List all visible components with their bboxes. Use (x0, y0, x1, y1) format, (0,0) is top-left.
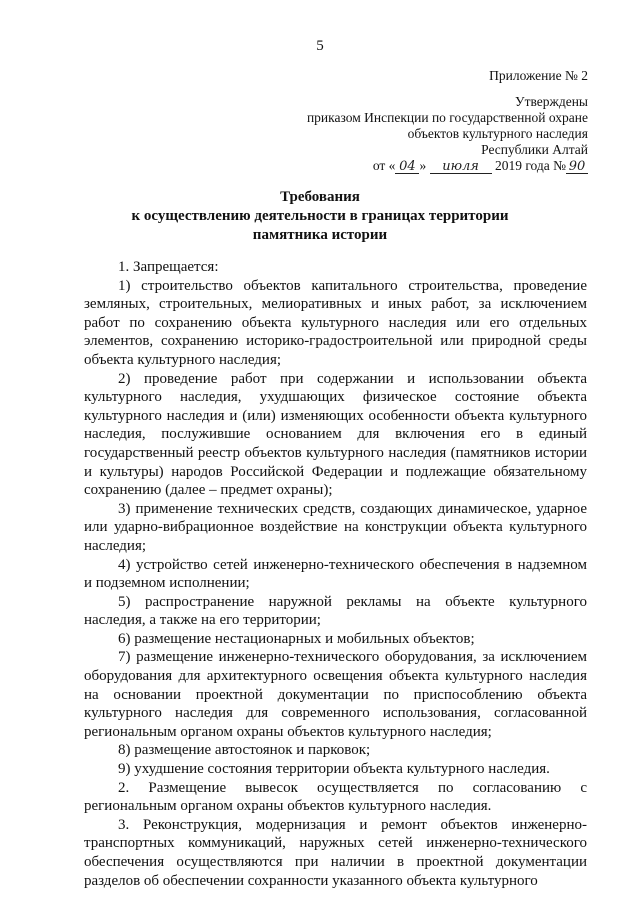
page-number: 5 (316, 38, 324, 54)
approval-block (307, 68, 588, 174)
date-year: 2019 года № (494, 158, 566, 173)
approval-authority-line: объектов культурного наследия (407, 126, 588, 141)
approval-authority-line: Республики Алтай (481, 142, 588, 157)
paragraph: 8) размещение автостоянок и парковок; (118, 742, 371, 759)
paragraph: 2. Размещение вывесок осуществляется по согласованию с региональным органом охраны объектов культурного наследия. (84, 779, 587, 815)
title-line: памятника истории (252, 227, 388, 243)
paragraph: 1. Запрещается: (118, 259, 219, 275)
date-mid: » (419, 158, 427, 173)
paragraph: 3. Реконструкция, модернизация и ремонт объектов инженерно-транспортных коммуникаций, наружных сетей инженерно-технического обеспечения осуществляются при наличии в проектной документации разделов об обеспечении сохранности указанного объекта культурного (84, 816, 587, 889)
appendix-label: Приложение № 2 (489, 68, 588, 83)
title-line: к осуществлению деятельности в границах территории (131, 208, 509, 224)
paragraph: 4) устройство сетей инженерно-технического обеспечения в надземном и подземном исполнении; (84, 556, 587, 592)
order-number-handwritten: 90 (566, 160, 588, 174)
paragraph: 9) ухудшение состояния территории объекта культурного наследия. (118, 761, 550, 778)
approved-label: Утверждены (515, 94, 588, 109)
paragraph: 7) размещение инженерно-технического оборудования, за исключением оборудования для архитектурного освещения объекта культурного наследия на основании проектной документации по приспособлению объекта культурного наследия для современного использования, согласованной региональным органом охраны объектов культурного наследия; (84, 649, 587, 740)
title-line: Требования (280, 189, 360, 205)
date-day-handwritten: 04 (395, 160, 419, 174)
date-prefix: от « (372, 158, 396, 173)
approval-date-line (307, 158, 588, 174)
paragraph: 1) строительство объектов капитального строительства, проведение земляных, строительных, мелиоративных и иных работ, за исключением работ по сохранению объекта культурного наследия или его отдельных элементов, сохранению историко-градостроительной или природной среды объекта культурного наследия; (84, 277, 587, 368)
paragraph: 2) проведение работ при содержании и использовании объекта культурного наследия, ухудшающих физическое состояние объекта культурного наследия и (или) изменяющих особенности объекта культурного наследия, послужившие основанием для включения его в единый государственный реестр объектов культурного наследия (памятников истории и культуры) народов Российской Федерации и подлежащие обязательному сохранению (далее – предмет охраны); (84, 370, 587, 499)
document-title (0, 188, 640, 245)
document-body (84, 258, 587, 890)
date-month-handwritten: июля (430, 160, 492, 174)
paragraph: 3) применение технических средств, создающих динамическое, ударное или ударно-вибрационное воздействие на конструкции объекта культурного наследия; (84, 500, 587, 554)
paragraph: 6) размещение нестационарных и мобильных объектов; (118, 630, 475, 647)
paragraph: 5) распространение наружной рекламы на объекте культурного наследия, а также на его территории; (84, 593, 587, 629)
approval-authority-line: приказом Инспекции по государственной охране (306, 110, 588, 125)
